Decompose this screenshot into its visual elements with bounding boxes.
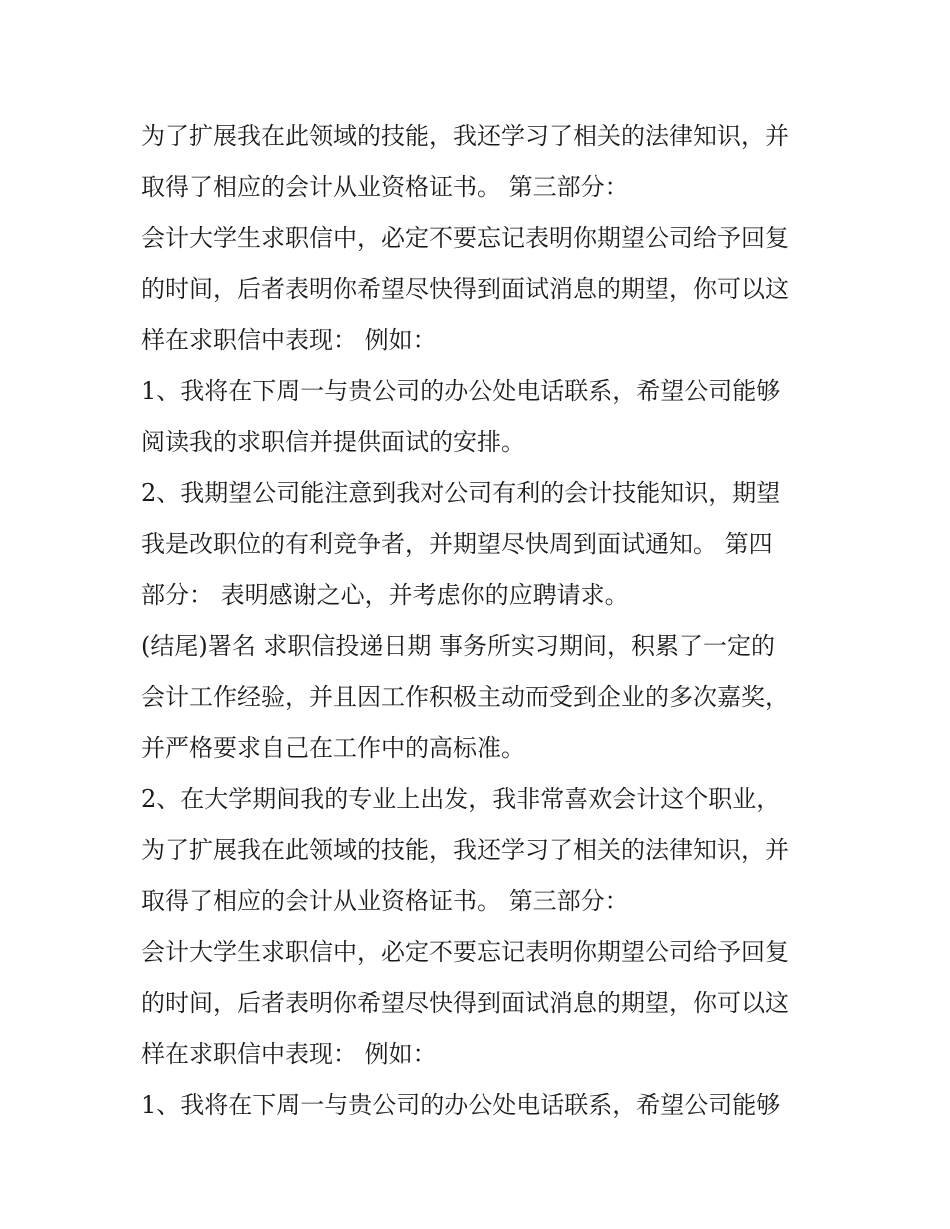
text-line: 会计大学生求职信中，必定不要忘记表明你期望公司给予回复 xyxy=(141,224,789,252)
text-line: 样在求职信中表现： 例如： xyxy=(141,1040,437,1068)
text-line: 为了扩展我在此领域的技能，我还学习了相关的法律知识，并 xyxy=(141,836,789,864)
text-line: 1、我将在下周一与贵公司的办公处电话联系，希望公司能够 xyxy=(141,1091,781,1119)
text-line: 的时间，后者表明你希望尽快得到面试消息的期望，你可以这 xyxy=(141,989,789,1017)
text-line: 2、在大学期间我的专业上出发，我非常喜欢会计这个职业， xyxy=(141,785,781,813)
text-line: 1、我将在下周一与贵公司的办公处电话联系，希望公司能够 xyxy=(141,377,781,405)
text-line: (结尾)署名 求职信投递日期 事务所实习期间，积累了一定的 xyxy=(141,632,775,660)
text-line: 阅读我的求职信并提供面试的安排。 xyxy=(141,428,525,456)
text-line: 取得了相应的会计从业资格证书。 第三部分： xyxy=(141,173,629,201)
text-line: 取得了相应的会计从业资格证书。 第三部分： xyxy=(141,887,629,915)
text-line: 会计大学生求职信中，必定不要忘记表明你期望公司给予回复 xyxy=(141,938,789,966)
document-body xyxy=(141,111,831,1131)
text-line: 为了扩展我在此领域的技能，我还学习了相关的法律知识，并 xyxy=(141,122,789,150)
text-line: 并严格要求自己在工作中的高标准。 xyxy=(141,734,525,762)
text-line: 我是改职位的有利竞争者，并期望尽快周到面试通知。 第四 xyxy=(141,530,773,558)
text-line: 的时间，后者表明你希望尽快得到面试消息的期望，你可以这 xyxy=(141,275,789,303)
text-line: 样在求职信中表现： 例如： xyxy=(141,326,437,354)
text-line: 2、我期望公司能注意到我对公司有利的会计技能知识，期望 xyxy=(141,479,781,507)
text-line: 会计工作经验，并且因工作积极主动而受到企业的多次嘉奖， xyxy=(141,683,789,711)
text-line: 部分： 表明感谢之心，并考虑你的应聘请求。 xyxy=(141,581,629,609)
